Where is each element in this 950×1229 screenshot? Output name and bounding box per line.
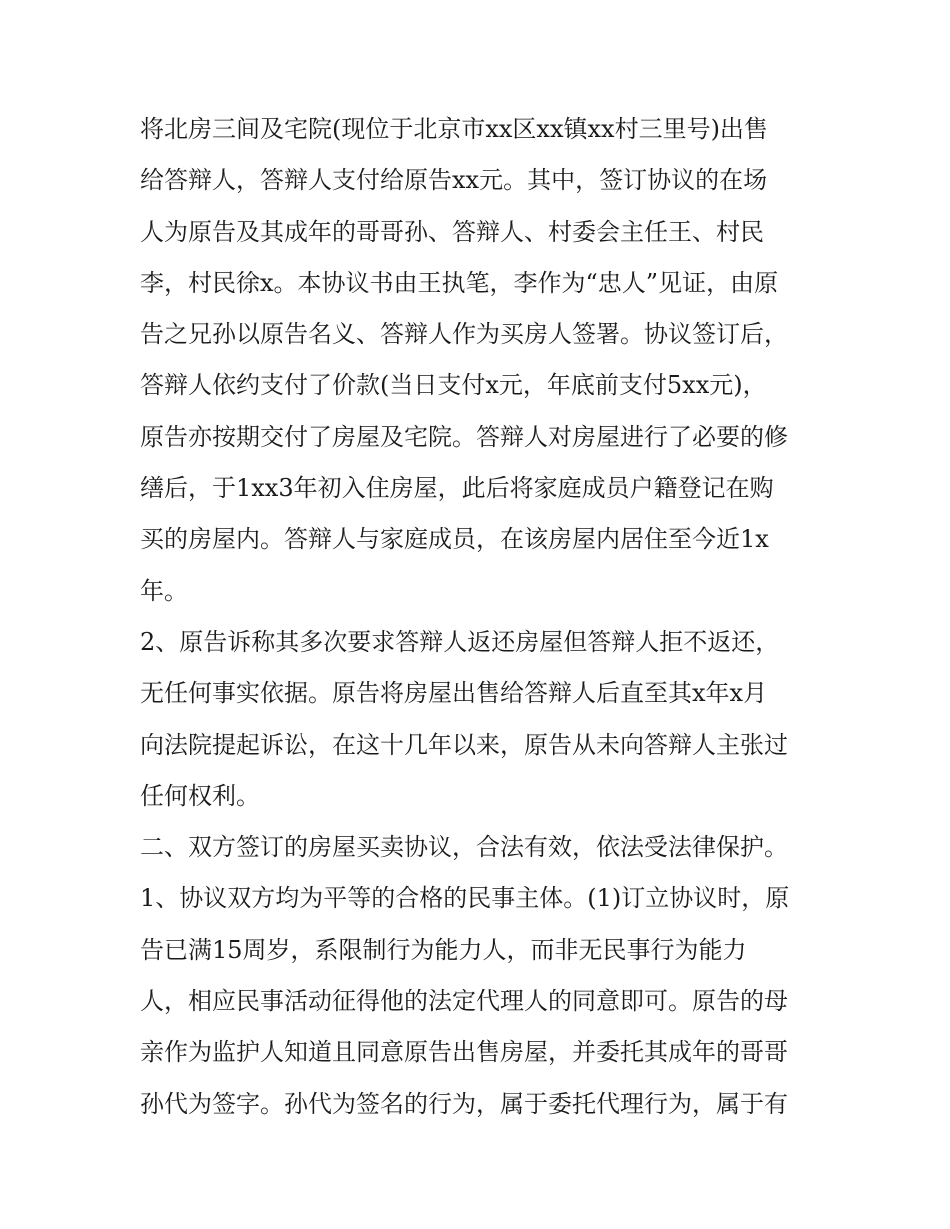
text-line: 答辩人依约支付了价款(当日支付x元，年底前支付5xx元)， xyxy=(140,371,767,400)
text-line: 买的房屋内。答辩人与家庭成员，在该房屋内居住至今近1x xyxy=(140,525,769,554)
text-line: 向法院提起诉讼，在这十几年以来，原告从未向答辩人主张过 xyxy=(140,730,788,759)
text-line: 告已满15周岁，系限制行为能力人，而非无民事行为能力 xyxy=(140,935,747,964)
text-line: 原告亦按期交付了房屋及宅院。答辩人对房屋进行了必要的修 xyxy=(140,422,788,451)
text-line: 2、原告诉称其多次要求答辩人返还房屋但答辩人拒不返还， xyxy=(140,627,780,656)
text-line: 任何权利。 xyxy=(140,781,260,810)
text-line: 1、协议双方均为平等的合格的民事主体。(1)订立协议时，原 xyxy=(140,884,790,913)
text-line: 将北房三间及宅院(现位于北京市xx区xx镇xx村三里号)出售 xyxy=(140,115,768,143)
text-line: 李，村民徐x。本协议书由王执笔，李作为“忠人”见证，由原 xyxy=(140,268,779,297)
text-line: 无任何事实依据。原告将房屋出售给答辩人后直至其x年x月 xyxy=(140,679,768,708)
text-line: 告之兄孙以原告名义、答辩人作为买房人签署。协议签订后， xyxy=(140,320,788,349)
text-line: 人，相应民事活动征得他的法定代理人的同意即可。原告的母 xyxy=(140,987,788,1016)
text-line: 给答辩人，答辩人支付给原告xx元。其中，签订协议的在场 xyxy=(140,166,768,195)
text-line: 缮后，于1xx3年初入住房屋，此后将家庭成员户籍登记在购 xyxy=(140,474,774,503)
document-body xyxy=(140,104,820,1130)
text-line: 人为原告及其成年的哥哥孙、答辩人、村委会主任王、村民 xyxy=(140,217,764,246)
text-line: 二、双方签订的房屋买卖协议，合法有效，依法受法律保护。 xyxy=(140,833,788,862)
text-line: 年。 xyxy=(140,576,188,605)
text-line: 孙代为签字。孙代为签名的行为，属于委托代理行为，属于有 xyxy=(140,1089,788,1118)
text-line: 亲作为监护人知道且同意原告出售房屋，并委托其成年的哥哥 xyxy=(140,1038,788,1067)
